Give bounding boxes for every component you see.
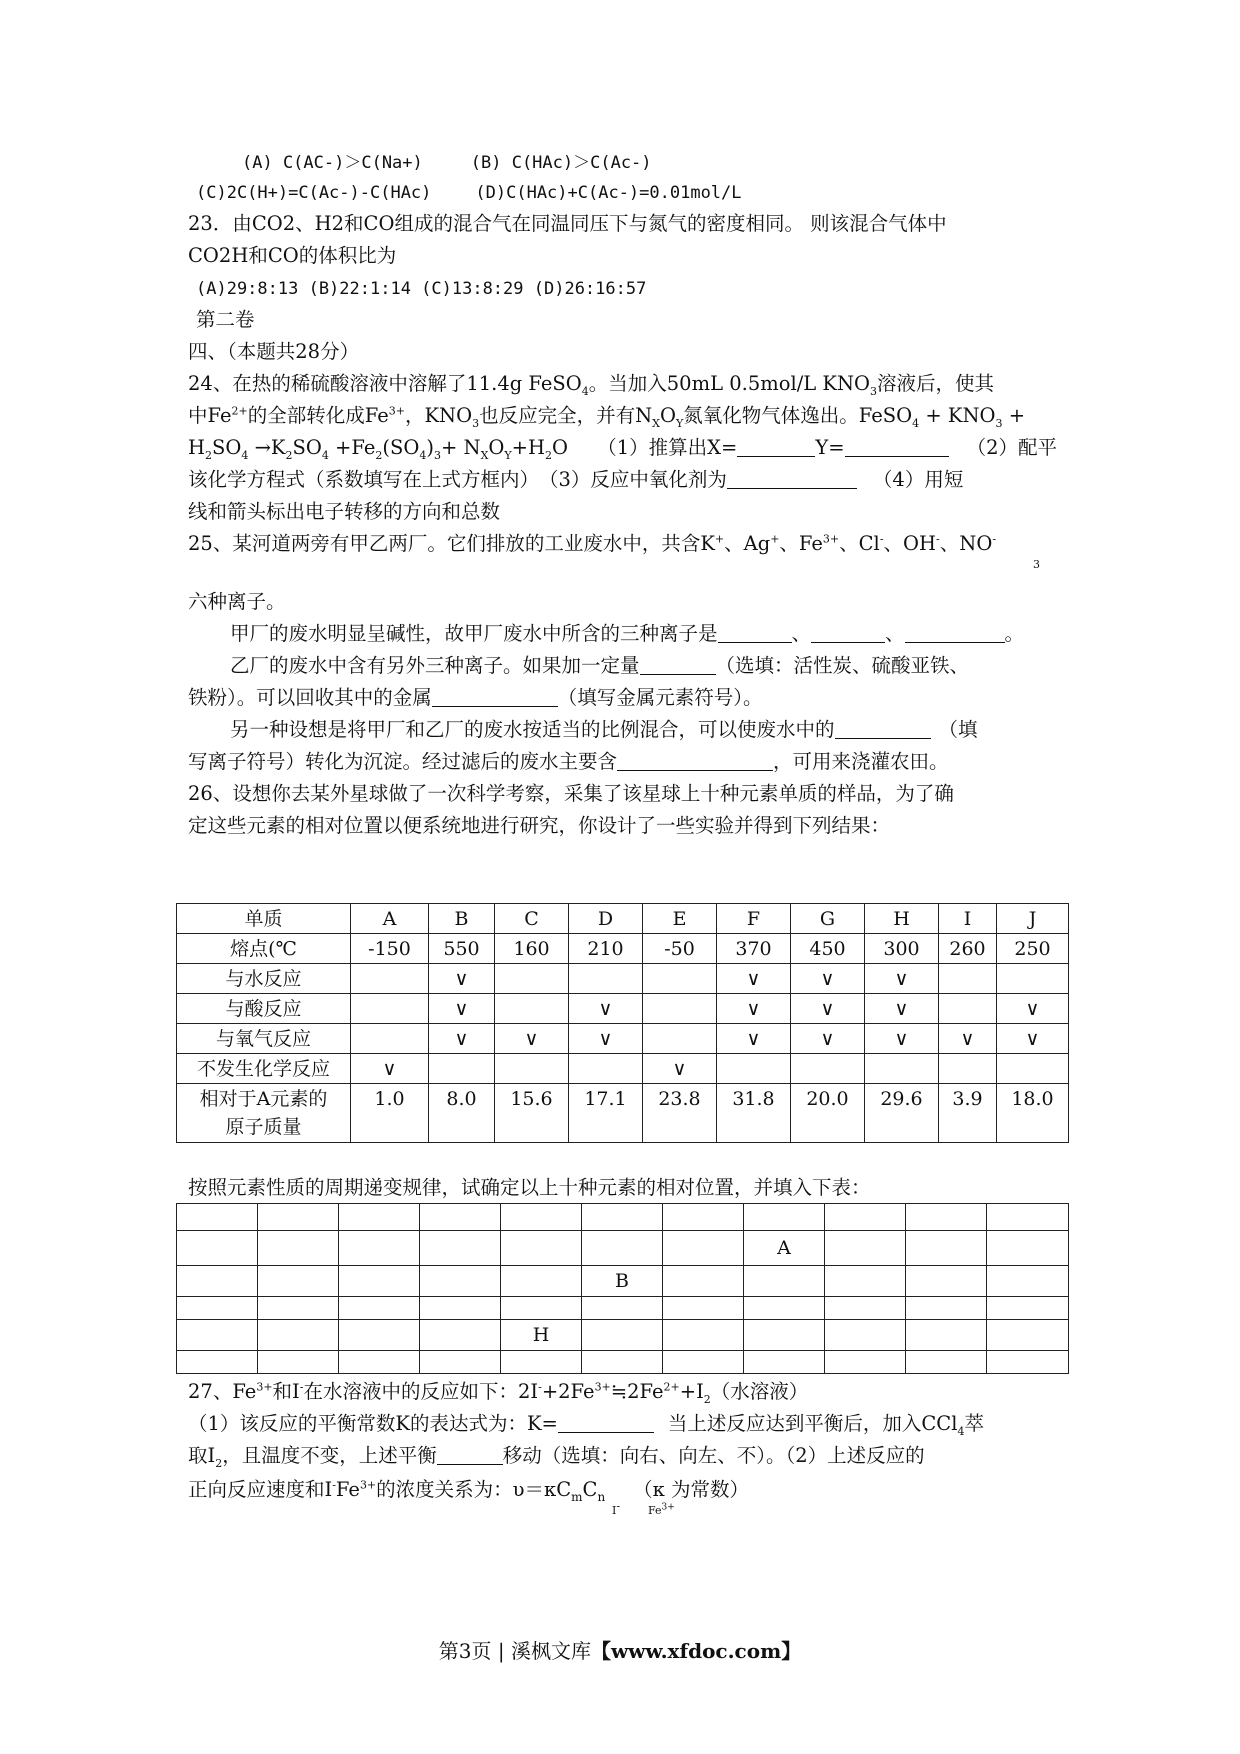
periodic-position-grid [176,1203,1069,1374]
q27-line1: 27、$Fe^{3+}$和I-在水溶液中的反应如下：$2I^-+2Fe^{3+}≒2Fe^{2+}+I_2$（水溶液） [188,1380,809,1406]
grid-cell[interactable] [177,1351,258,1374]
table-cell: ∨ [429,964,495,994]
grid-cell[interactable] [420,1351,501,1374]
table-cell: 23.8 [643,1084,717,1143]
answer-blank-oxidant[interactable] [727,468,857,489]
grid-cell[interactable] [501,1297,582,1320]
grid-cell[interactable]: H [501,1320,582,1351]
table-cell: 1.0 [351,1084,429,1143]
grid-cell[interactable] [258,1297,339,1320]
table-cell [569,964,643,994]
grid-cell[interactable] [987,1231,1069,1266]
table-row [177,1024,1069,1054]
q27-line4: 正向反应速度和$I^-Fe^{3+}$的浓度关系为：$\upsilon=\kappa C_mC_n$ （κ 为常数） [188,1478,750,1504]
table-row-mass [177,1084,1069,1143]
q25-line2: 六种离子。 [188,590,286,613]
answer-blank-ion3[interactable] [905,622,1005,643]
table-cell [717,1054,791,1084]
no3-subscript: 3 [1033,558,1040,571]
grid-cell[interactable] [987,1320,1069,1351]
grid-row [177,1297,1069,1320]
q25-line5: 铁粉）。可以回收其中的金属 （填写金属元素符号）。 [188,686,763,709]
table-cell: ∨ [865,964,939,994]
answer-blank-shift[interactable] [437,1444,503,1465]
grid-cell[interactable] [663,1297,744,1320]
table-row [177,1054,1069,1084]
table-cell: ∨ [643,1054,717,1084]
row-label: 与酸反应 [177,994,351,1024]
table-cell: ∨ [495,1024,569,1054]
q25-line6: 另一种设想是将甲厂和乙厂的废水按适当的比例混合，可以使废水中的 （填 [230,718,978,741]
grid-cell[interactable] [339,1351,420,1374]
answer-blank-ion2[interactable] [811,622,885,643]
table-header-row [177,904,1069,934]
table-cell [939,1054,997,1084]
grid-cell[interactable] [582,1231,663,1266]
table-cell: 450 [791,934,865,964]
table-cell: J [997,904,1069,934]
grid-cell[interactable] [501,1204,582,1231]
row-label: 与水反应 [177,964,351,994]
table-cell [495,994,569,1024]
q23-line1: 23．由CO2、H2和CO组成的混合气在同温同压下与氮气的密度相同。 则该混合气体中 [188,212,947,235]
q25-line3: 甲厂的废水明显呈碱性，故甲厂废水中所含的三种离子是 、 、 。 [230,622,1025,645]
table-cell: 250 [997,934,1069,964]
grid-cell[interactable] [339,1204,420,1231]
table-cell: 260 [939,934,997,964]
q22-options-line1 [242,146,1112,179]
table-cell: 20.0 [791,1084,865,1143]
table-cell: G [791,904,865,934]
answer-blank-y[interactable] [845,436,949,457]
grid-cell[interactable]: A [744,1231,825,1266]
q27-line2: （1）该反应的平衡常数K的表达式为：K= 当上述反应达到平衡后，加入CCl$_4$萃 [188,1412,984,1438]
table-cell [643,964,717,994]
grid-cell[interactable] [177,1320,258,1351]
table-cell [643,994,717,1024]
answer-blank-metal[interactable] [432,686,558,707]
grid-cell[interactable] [258,1351,339,1374]
q27-line3: 取$I_2$，且温度不变，上述平衡 移动（选填：向右、向左、不）。（2）上述反应的 [188,1444,925,1470]
grid-cell[interactable] [420,1204,501,1231]
q24-line3: $H_2SO_4 \to K_2SO_4 +Fe_2(SO_4)_3+ N_XO_Y+H_2O$ （1）推算出X= Y= （2）配平 [188,436,1058,462]
table-cell: 300 [865,934,939,964]
table-cell: E [643,904,717,934]
table-cell: ∨ [717,994,791,1024]
grid-cell[interactable] [825,1320,906,1351]
page-footer: 第3页 | 溪枫文库【www.xfdoc.com】 [438,1639,802,1663]
table-cell: ∨ [717,964,791,994]
grid-cell[interactable] [906,1351,987,1374]
q24-line4: 该化学方程式（系数填写在上式方框内） （3）反应中氧化剂为 （4）用短 [188,468,964,491]
answer-blank-x[interactable] [737,436,815,457]
rate-subscript-iodide: I- [612,1499,621,1517]
grid-cell[interactable] [663,1266,744,1297]
grid-cell[interactable] [420,1297,501,1320]
table-cell: H [865,904,939,934]
table-cell [643,1024,717,1054]
table-cell [351,964,429,994]
grid-cell[interactable] [177,1266,258,1297]
grid-cell[interactable] [420,1231,501,1266]
table-cell [791,1054,865,1084]
grid-cell[interactable] [825,1266,906,1297]
section-title: 第二卷 [196,308,255,331]
table-cell [997,1054,1069,1084]
grid-cell[interactable] [744,1204,825,1231]
table-cell: -150 [351,934,429,964]
q25-line4: 乙厂的废水中含有另外三种离子。如果加一定量 （选填：活性炭、硫酸亚铁、 [230,654,970,677]
answer-blank-precip-ions[interactable] [835,718,931,739]
table-cell: ∨ [997,1024,1069,1054]
row-label: 熔点(℃ [177,934,351,964]
grid-cell[interactable] [663,1204,744,1231]
table-cell: -50 [643,934,717,964]
q26-line1: 26、设想你去某外星球做了一次科学考察，采集了该星球上十种元素单质的样品，为了确 [188,782,954,805]
table-cell: 18.0 [997,1084,1069,1143]
table-cell: 210 [569,934,643,964]
q24-line5: 线和箭头标出电子转移的方向和总数 [188,500,501,523]
table-cell: D [569,904,643,934]
table-cell: 3.9 [939,1084,997,1143]
table-cell [429,1054,495,1084]
table-cell: B [429,904,495,934]
grid-cell[interactable] [258,1204,339,1231]
grid-cell[interactable] [582,1204,663,1231]
grid-cell[interactable] [825,1231,906,1266]
table-cell [939,964,997,994]
table-cell: I [939,904,997,934]
table-cell: ∨ [717,1024,791,1054]
grid-row [177,1231,1069,1266]
q24-line1: 24、在热的稀硫酸溶液中溶解了11.4g FeSO$_4$。当加入50mL 0.5mol/L $KNO_3$溶液后，使其 [188,372,995,398]
grid-cell[interactable] [825,1297,906,1320]
table-cell: ∨ [569,994,643,1024]
table-cell [351,1024,429,1054]
q22-option-a: (A) C(AC-)＞C(Na+) [242,153,423,173]
table-cell: ∨ [791,994,865,1024]
grid-cell[interactable] [582,1351,663,1374]
grid-cell[interactable] [906,1266,987,1297]
grid-cell[interactable] [744,1320,825,1351]
grid-cell[interactable] [663,1320,744,1351]
q22-options-line2 [196,176,1066,209]
table-cell: F [717,904,791,934]
table-cell [495,1054,569,1084]
q25-line1: 25、某河道两旁有甲乙两厂。它们排放的工业废水中，共含K+、Ag+、$Fe^{3+}$、Cl-、OH-、NO- [188,532,997,555]
grid-cell[interactable] [987,1351,1069,1374]
grid-cell[interactable] [582,1320,663,1351]
grid-cell[interactable] [258,1320,339,1351]
grid-cell[interactable] [501,1266,582,1297]
part-heading: 四、（本题共28分） [188,340,360,363]
grid-cell[interactable] [906,1320,987,1351]
grid-cell[interactable] [501,1231,582,1266]
grid-cell[interactable] [663,1231,744,1266]
grid-cell[interactable] [987,1297,1069,1320]
q24-line2: 中$Fe^{2+}$的全部转化成$Fe^{3+}$，$KNO_3$也反应完全，并有$N_XO_Y$氮氧化物气体逸出。FeSO$_4$ + $KNO_3$ + [188,404,1026,430]
table-cell: 550 [429,934,495,964]
table-cell: 29.6 [865,1084,939,1143]
grid-cell[interactable] [744,1351,825,1374]
grid-cell[interactable] [420,1320,501,1351]
table-cell: 15.6 [495,1084,569,1143]
q22-option-d: (D)C(HAc)+C(Ac-)=0.01mol/L [475,183,742,203]
grid-cell[interactable] [825,1351,906,1374]
table-cell: ∨ [569,1024,643,1054]
table-cell: ∨ [865,1024,939,1054]
rate-subscript-iron: $Fe^{3+}$ [648,1502,675,1517]
grid-cell[interactable] [663,1351,744,1374]
table-cell: 160 [495,934,569,964]
grid-cell[interactable] [177,1231,258,1266]
table-cell: ∨ [429,994,495,1024]
grid-cell[interactable] [420,1266,501,1297]
table-cell: ∨ [865,994,939,1024]
row-label: 相对于A元素的 原子质量 [177,1084,351,1143]
grid-cell[interactable] [744,1297,825,1320]
grid-cell[interactable] [258,1266,339,1297]
grid-row [177,1204,1069,1231]
table-cell: A [351,904,429,934]
grid-cell[interactable] [744,1266,825,1297]
table-cell: 17.1 [569,1084,643,1143]
answer-blank-k-expression[interactable] [558,1412,654,1433]
q25-line7: 写离子符号）转化为沉淀。经过滤后的废水主要含 ，可用来浇灌农田。 [188,750,949,773]
table-cell: 31.8 [717,1084,791,1143]
grid-cell[interactable]: B [582,1266,663,1297]
table-cell: 370 [717,934,791,964]
grid-cell[interactable] [582,1297,663,1320]
answer-blank-ion1[interactable] [718,622,792,643]
grid-cell[interactable] [501,1351,582,1374]
q22-option-c: (C)2C(H+)=C(Ac-)-C(HAc) [196,183,432,203]
grid-cell[interactable] [906,1297,987,1320]
grid-cell[interactable] [339,1266,420,1297]
table-cell [569,1054,643,1084]
q26-line2: 定这些元素的相对位置以便系统地进行研究，你设计了一些实验并得到下列结果： [188,814,891,837]
grid-cell[interactable] [177,1204,258,1231]
element-properties-table [176,903,1069,1143]
grid-cell[interactable] [339,1297,420,1320]
row-label: 单质 [177,904,351,934]
grid-cell[interactable] [825,1204,906,1231]
q23-options: (A)29:8:13 (B)22:1:14 (C)13:8:29 (D)26:16:57 [196,279,647,299]
grid-cell[interactable] [177,1297,258,1320]
table-cell: ∨ [791,1024,865,1054]
grid-cell[interactable] [906,1231,987,1266]
q23-line2: CO2H和CO的体积比为 [188,244,397,267]
answer-blank-reagent[interactable] [640,654,716,675]
grid-cell[interactable] [987,1204,1069,1231]
q26-instruction: 按照元素性质的周期递变规律，试确定以上十种元素的相对位置，并填入下表： [188,1176,871,1199]
table-cell: ∨ [351,1054,429,1084]
q22-option-b: (B) C(HAc)＞C(Ac-) [470,153,652,173]
grid-cell[interactable] [339,1320,420,1351]
table-row [177,964,1069,994]
grid-row [177,1351,1069,1374]
table-cell [495,964,569,994]
table-cell: C [495,904,569,934]
table-cell: 8.0 [429,1084,495,1143]
grid-cell[interactable] [258,1231,339,1266]
table-cell [865,1054,939,1084]
table-cell: ∨ [791,964,865,994]
table-row [177,934,1069,964]
table-cell: ∨ [997,994,1069,1024]
table-cell [939,994,997,1024]
table-cell: ∨ [939,1024,997,1054]
grid-cell[interactable] [906,1204,987,1231]
row-label: 与氧气反应 [177,1024,351,1054]
table-row [177,994,1069,1024]
grid-cell[interactable] [339,1231,420,1266]
grid-cell[interactable] [987,1266,1069,1297]
table-cell: ∨ [429,1024,495,1054]
table-cell [997,964,1069,994]
grid-row [177,1266,1069,1297]
table-cell [351,994,429,1024]
answer-blank-main-content[interactable] [617,750,773,771]
row-label: 不发生化学反应 [177,1054,351,1084]
grid-row [177,1320,1069,1351]
